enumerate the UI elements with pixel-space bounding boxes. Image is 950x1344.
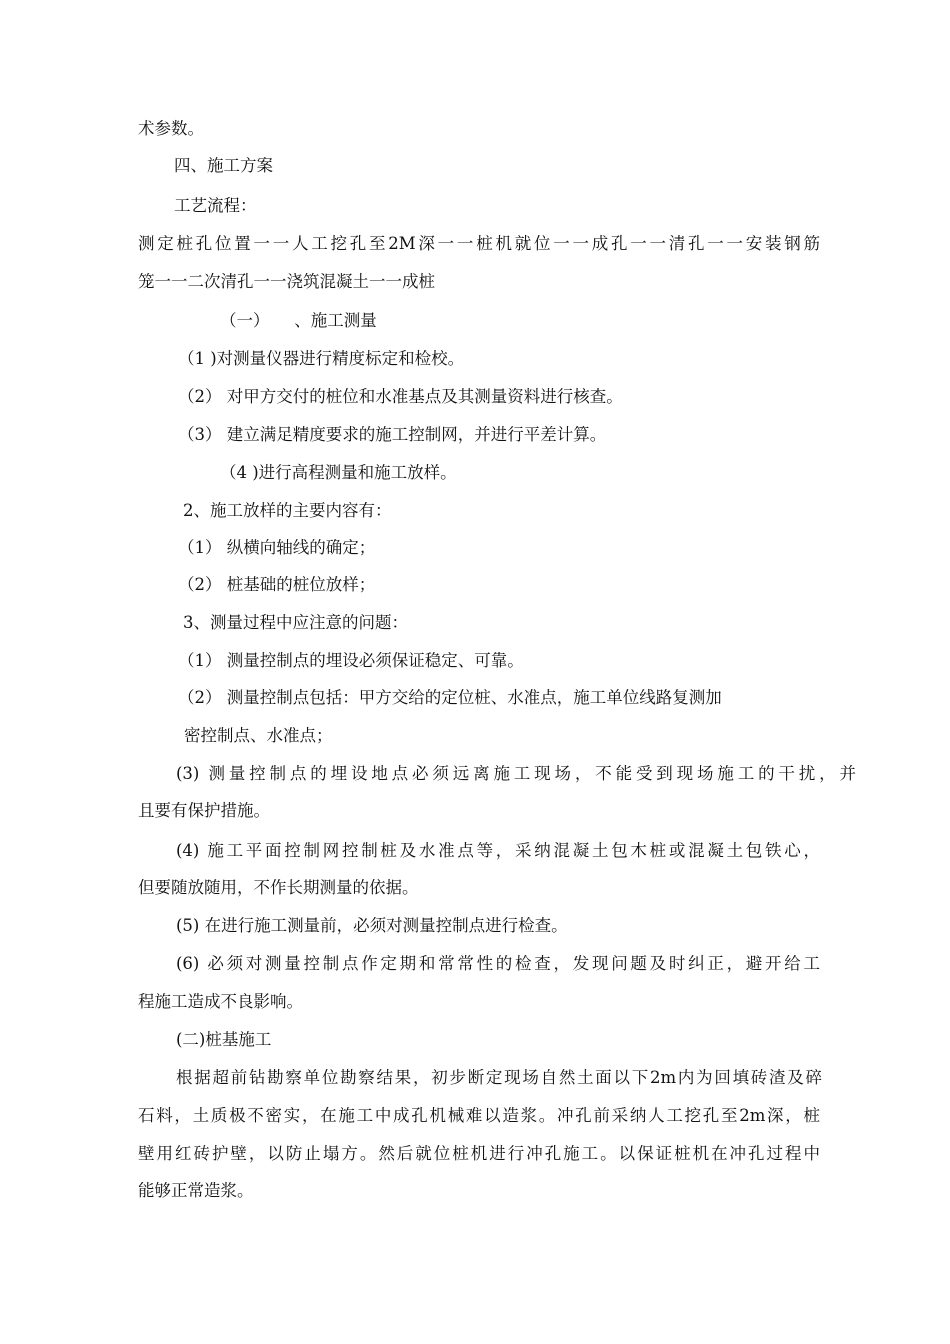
list-item: （2） 桩基础的桩位放样； xyxy=(178,575,376,594)
list-item: （1） 纵横向轴线的确定； xyxy=(178,538,376,557)
text-line: 术参数。 xyxy=(138,119,204,138)
text-line: 但要随放随用，不作长期测量的依据。 xyxy=(138,878,419,897)
subheading: 2、施工放样的主要内容有： xyxy=(183,501,392,520)
subsection-heading: （一） 、施工测量 xyxy=(220,311,377,330)
text-line: 测定桩孔位置一一人工挖孔至2M深一一桩机就位一一成孔一一清孔一一安装钢筋 xyxy=(138,234,820,253)
list-item: （3） 建立满足精度要求的施工控制网，并进行平差计算。 xyxy=(178,425,607,444)
list-item: (5) 在进行施工测量前，必须对测量控制点进行检查。 xyxy=(176,916,568,935)
text-line: 密控制点、水准点； xyxy=(184,726,333,745)
list-item: （1） 测量控制点的埋设必须保证稳定、可靠。 xyxy=(178,651,524,670)
section-heading: 四、施工方案 xyxy=(174,156,273,175)
list-item: （2） 测量控制点包括：甲方交给的定位桩、水准点，施工单位线路复测加 xyxy=(178,688,722,707)
subheading: 工艺流程： xyxy=(174,196,257,215)
text-line: 笼一一二次清孔一一浇筑混凝土一一成桩 xyxy=(138,272,435,291)
list-item: （4 )进行高程测量和施工放样。 xyxy=(220,463,457,482)
list-item: (4) 施工平面控制网控制桩及水准点等，采纳混凝土包木桩或混凝土包铁心， xyxy=(176,841,820,860)
text-line: 壁用红砖护壁，以防止塌方。然后就位桩机进行冲孔施工。以保证桩机在冲孔过程中 xyxy=(138,1144,820,1163)
text-line: 石料，土质极不密实，在施工中成孔机械难以造浆。冲孔前采纳人工挖孔至2m深，桩 xyxy=(138,1106,820,1125)
subheading: 3、测量过程中应注意的问题： xyxy=(183,613,408,632)
list-item: （2） 对甲方交付的桩位和水准基点及其测量资料进行核查。 xyxy=(178,387,623,406)
subsection-heading: (二)桩基施工 xyxy=(176,1030,272,1049)
list-item: （1 )对测量仪器进行精度标定和检校。 xyxy=(178,349,465,368)
text-line: 根据超前钻勘察单位勘察结果，初步断定现场自然土面以下2m内为回填砖渣及碎 xyxy=(176,1068,822,1087)
text-line: 且要有保护措施。 xyxy=(138,801,270,820)
list-item: (3) 测量控制点的埋设地点必须远离施工现场，不能受到现场施工的干扰，并 xyxy=(176,764,856,783)
text-line: 能够正常造浆。 xyxy=(138,1181,254,1200)
text-line: 程施工造成不良影响。 xyxy=(138,992,303,1011)
list-item: (6) 必须对测量控制点作定期和常常性的检查，发现问题及时纠正，避开给工 xyxy=(176,954,820,973)
